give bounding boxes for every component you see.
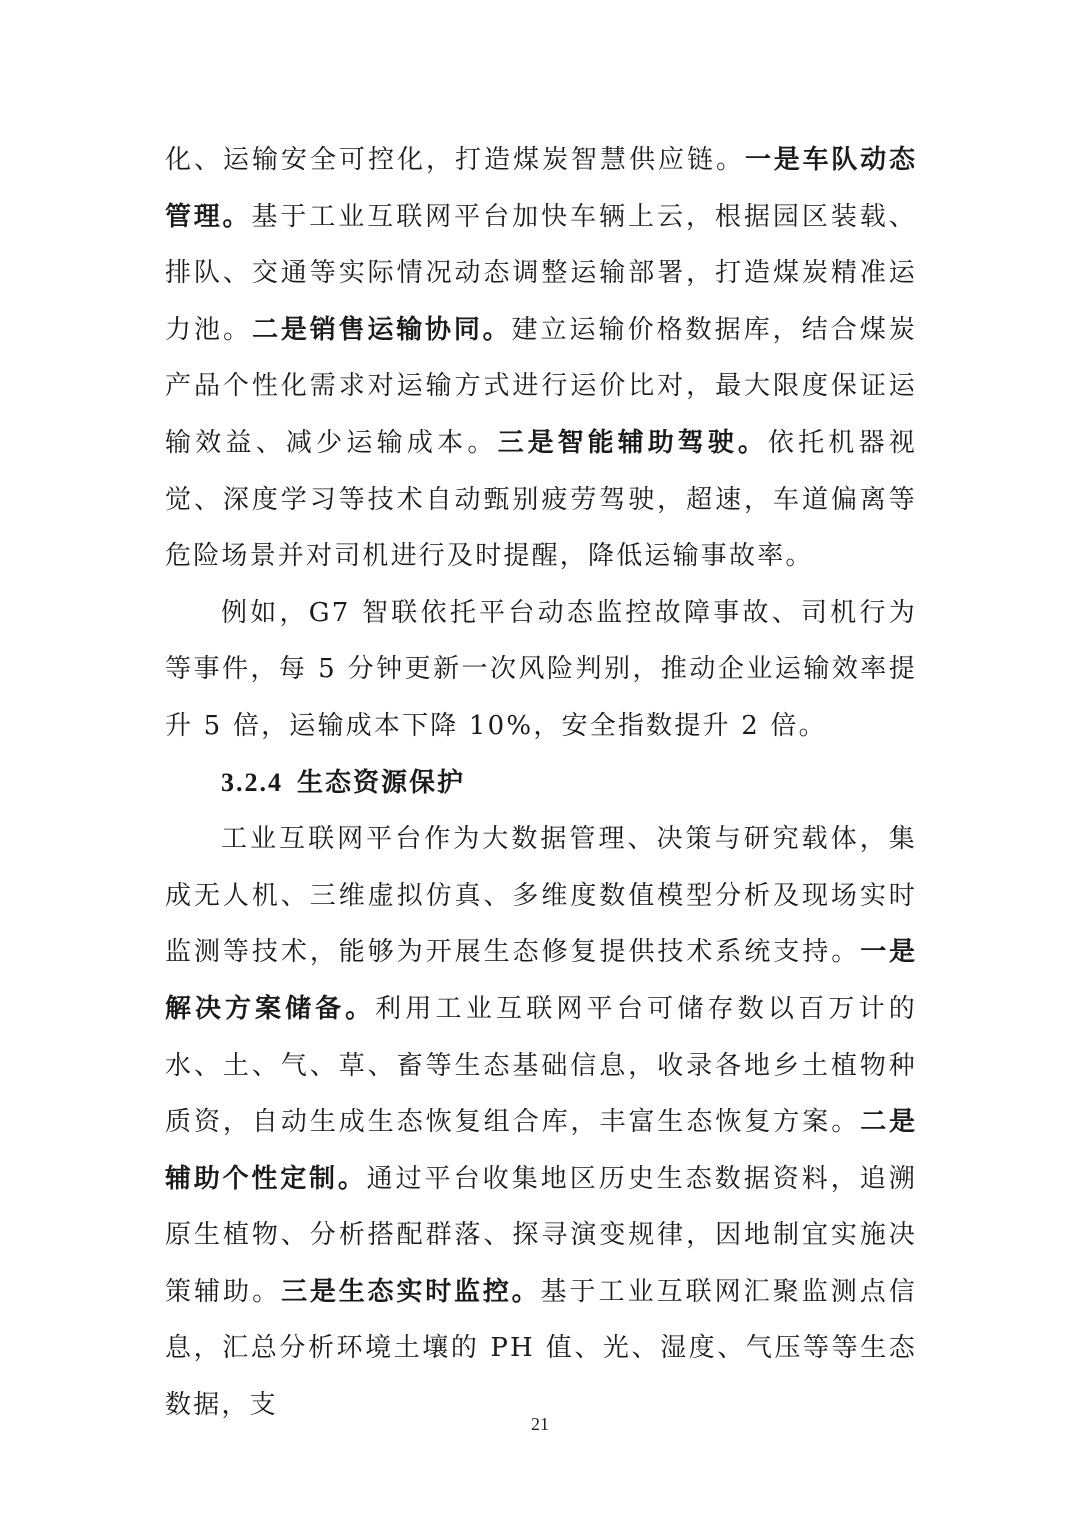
section-number: 3.2.4: [221, 767, 283, 797]
paragraph-text: 化、运输安全可控化，打造煤炭智慧供应链。: [165, 145, 745, 175]
page-body: [165, 132, 917, 1434]
paragraph-text: 例如，G7 智联依托平台动态监控故障事故、司机行为等事件，每 5 分钟更新一次风险判别，推动企业运输效率提升 5 倍，运输成本下降 10%，安全指数提升 2 倍。: [165, 597, 917, 741]
section-title: 生态资源保护: [297, 767, 466, 798]
paragraph-ecology: [165, 811, 917, 1434]
bold-lead-solution-reserve: 一是解决方案储备。: [165, 937, 917, 1024]
paragraph-transport: [165, 132, 917, 585]
bold-lead-sales-transport: 二是销售运输协同。: [252, 314, 512, 345]
page-number: 21: [531, 1414, 549, 1434]
paragraph-text: 通过平台收集地区历史生态数据资料，追溯原生植物、分析搭配群落、探寻演变规律，因地制宜实施决策辅助。: [165, 1163, 917, 1307]
bold-lead-customization: 二是辅助个性定制。: [165, 1107, 917, 1194]
paragraph-text: 工业互联网平台作为大数据管理、决策与研究载体，集成无人机、三维虚拟仿真、多维度数值模型分析及现场实时监测等技术，能够为开展生态修复提供技术系统支持。: [165, 824, 917, 968]
paragraph-example-g7: [165, 585, 917, 755]
paragraph-text: 利用工业互联网平台可储存数以百万计的水、土、气、草、畜等生态基础信息，收录各地乡土植物种质资，自动生成生态恢复组合库，丰富生态恢复方案。: [165, 993, 917, 1138]
paragraph-text: 基于工业互联网平台加快车辆上云，根据园区装载、排队、交通等实际情况动态调整运输部署，打造煤炭精准运力池。: [165, 201, 917, 345]
bold-lead-assisted-driving: 三是智能辅助驾驶。: [497, 427, 768, 458]
paragraph-text: 建立运输价格数据库，结合煤炭产品个性化需求对运输方式进行运价比对，最大限度保证运输效益、减少运输成本。: [165, 314, 917, 458]
paragraph-text: 基于工业互联网汇聚监测点信息，汇总分析环境土壤的 PH 值、光、湿度、气压等等生态数据，支: [165, 1276, 917, 1421]
paragraph-text: 依托机器视觉、深度学习等技术自动甄别疲劳驾驶，超速，车道偏离等危险场景并对司机进行及时提醒，降低运输事故率。: [165, 427, 917, 572]
bold-lead-fleet-management: 一是车队动态管理。: [165, 145, 917, 232]
section-heading: [165, 755, 917, 812]
bold-lead-realtime-monitoring: 三是生态实时监控。: [281, 1276, 541, 1307]
